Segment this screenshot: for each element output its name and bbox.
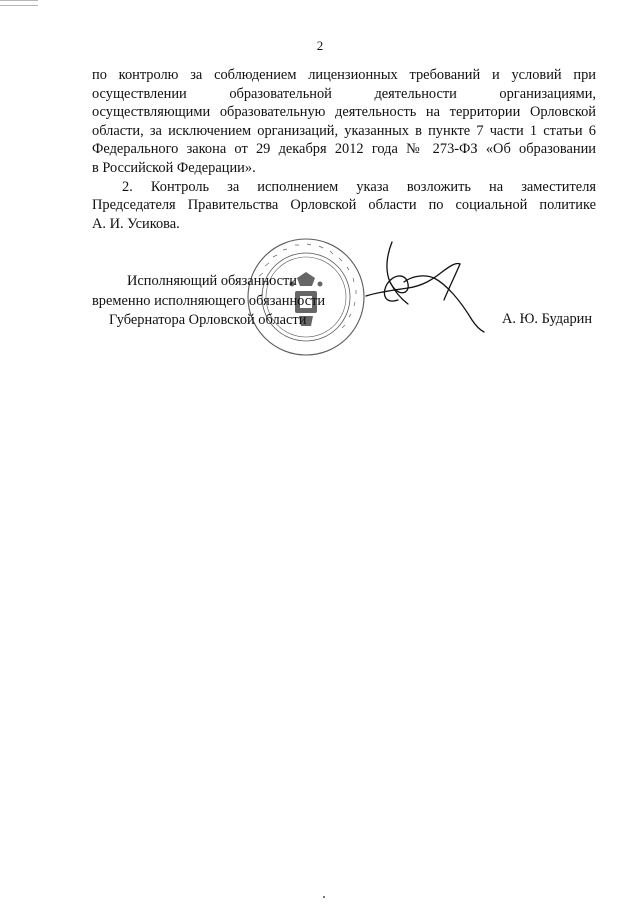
body-line: области, за исключением организаций, указанных в пункте 7 части 1 статьи 6	[92, 122, 596, 139]
page-number: 2	[316, 38, 324, 53]
handwritten-signature	[364, 238, 494, 338]
signatory-title-line-1: Исполняющий обязанности	[127, 273, 298, 289]
document-body	[92, 66, 596, 233]
body-line: Председателя Правительства Орловской области по социальной политике	[92, 197, 596, 214]
signatory-name: А. Ю. Бударин	[502, 311, 593, 327]
body-paragraph-2-start: 2. Контроль за исполнением указа возложить на заместителя	[122, 178, 596, 195]
body-line: по контролю за соблюдением лицензионных требований и условий при	[92, 67, 596, 83]
body-line: А. И. Усикова.	[92, 215, 180, 232]
signatory-title-line-3: Губернатора Орловской области	[109, 312, 307, 328]
signatory-title-line-2: временно исполняющего обязанности	[92, 293, 326, 309]
scan-corner-mark	[0, 0, 38, 6]
body-line: осуществлении образовательной деятельности организациями,	[92, 85, 596, 102]
body-line: в Российской Федерации».	[92, 159, 256, 176]
body-line: Федерального закона от 29 декабря 2012 года № 273-ФЗ «Об образовании	[92, 141, 596, 158]
scan-speck	[323, 896, 325, 898]
body-line: осуществляющими образовательную деятельность на территории Орловской	[92, 104, 596, 121]
